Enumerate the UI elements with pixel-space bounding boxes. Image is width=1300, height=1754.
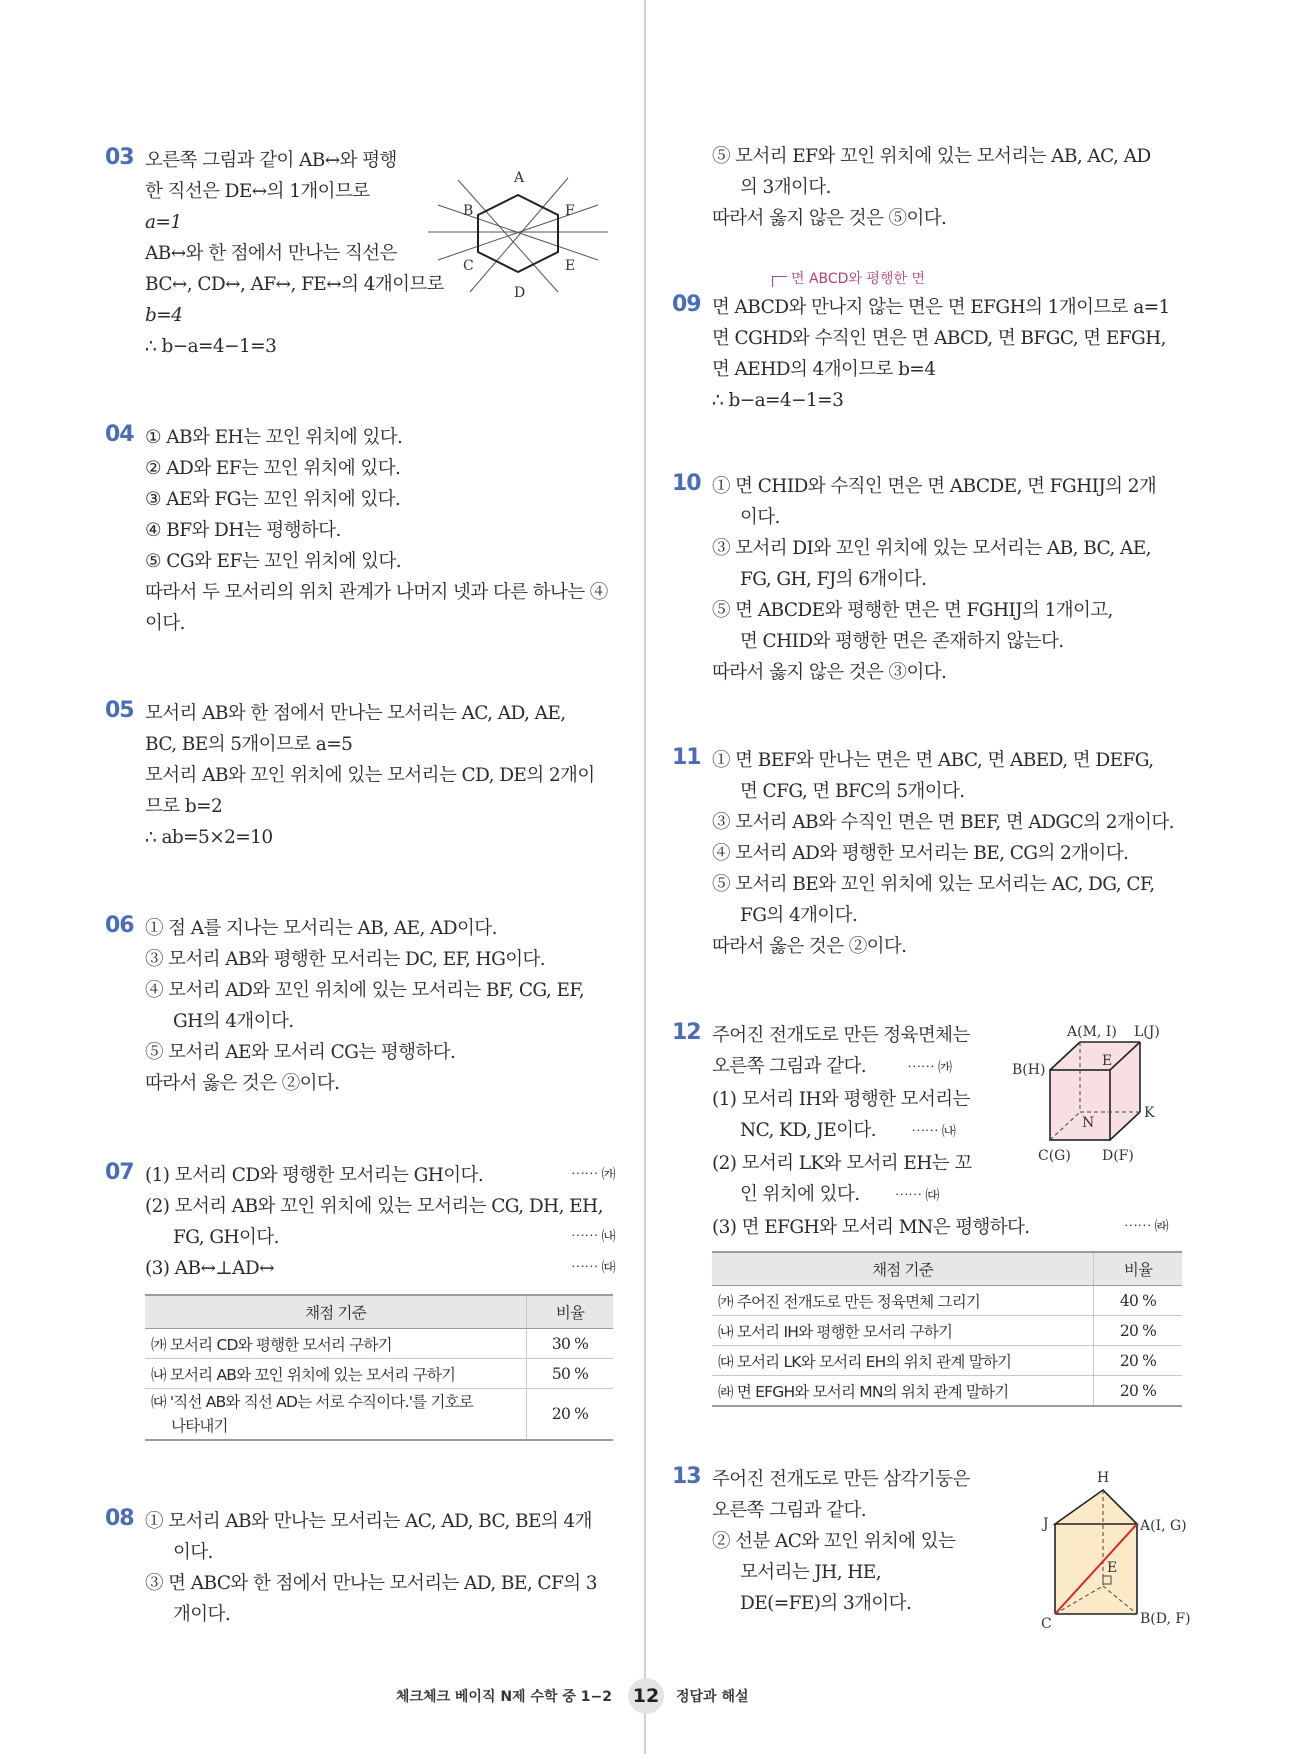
line-text: (1) 모서리 CD와 평행한 모서리는 GH이다. — [145, 1165, 484, 1186]
text-line — [145, 1253, 615, 1284]
problem-07 — [105, 1160, 615, 1441]
problem-number: 13 — [672, 1464, 701, 1489]
text-line: 이다. — [740, 507, 780, 528]
table-cell: 20 % — [1094, 1376, 1183, 1407]
label-h: H — [1097, 1470, 1110, 1486]
text-line: 면 ABCD와 만나지 않는 면은 면 EFGH의 1개이므로 a=1 — [712, 297, 1170, 318]
step-marker: ⋯⋯ ㈐ — [894, 1188, 939, 1204]
problem-05 — [105, 698, 625, 853]
text-line: ⑤ 모서리 BE와 꼬인 위치에 있는 모서리는 AC, DG, CF, — [712, 874, 1155, 895]
problem-04 — [105, 422, 625, 639]
text-line: ③ 모서리 AB와 평행한 모서리는 DC, EF, HG이다. — [145, 949, 546, 970]
text-line: ① 면 BEF와 만나는 면은 면 ABC, 면 ABED, 면 DEFG, — [712, 750, 1154, 771]
label-E: E — [565, 258, 576, 274]
label-bdf: B(D, F) — [1140, 1611, 1191, 1627]
text-line: 면 CGHD와 수직인 면은 면 ABCD, 면 BFGC, 면 EFGH, — [712, 328, 1166, 349]
problem-08 — [105, 1506, 625, 1630]
line-text: (3) AB↔⊥AD↔ — [145, 1258, 275, 1279]
table-header: 채점 기준 — [145, 1295, 527, 1329]
text-line — [145, 1160, 615, 1191]
table-cell: ㈏ 모서리 AB와 꼬인 위치에 있는 모서리 구하기 — [145, 1359, 527, 1389]
text-line: DE(=FE)의 3개이다. — [740, 1593, 912, 1614]
problem-number: 12 — [672, 1020, 701, 1045]
text-line: b=4 — [145, 305, 183, 326]
table-cell: 20 % — [527, 1389, 614, 1441]
text-line: (2) 모서리 LK와 모서리 EH는 꼬 — [712, 1153, 972, 1174]
section-title: 정답과 해설 — [676, 1689, 749, 1705]
cube-figure — [1010, 1022, 1210, 1172]
annotation-text: 면 ABCD와 평행한 면 — [791, 271, 925, 287]
problem-number: 05 — [105, 698, 134, 723]
table-cell: ㈎ 주어진 전개도로 만든 정육면체 그리기 — [712, 1286, 1094, 1316]
text-line: 면 AEHD의 4개이므로 b=4 — [712, 359, 936, 380]
page-number: 12 — [628, 1678, 664, 1714]
text-line: ① 모서리 AB와 만나는 모서리는 AC, AD, BC, BE의 4개 — [145, 1511, 592, 1532]
problem-number: 04 — [105, 422, 134, 447]
problem-number: 10 — [672, 471, 701, 496]
text-line: FG의 4개이다. — [740, 905, 858, 926]
text-line: 오른쪽 그림과 같이 AB↔와 평행 — [145, 150, 397, 171]
table-cell: ㈐ 모서리 LK와 모서리 EH의 위치 관계 말하기 — [712, 1346, 1094, 1376]
text-line: GH의 4개이다. — [173, 1011, 294, 1032]
table-cell: ㈑ 면 EFGH와 모서리 MN의 위치 관계 말하기 — [712, 1376, 1094, 1407]
cell-line: 나타내기 — [171, 1417, 228, 1435]
text-line: ③ 모서리 DI와 꼬인 위치에 있는 모서리는 AB, BC, AE, — [712, 538, 1151, 559]
problem-06 — [105, 913, 625, 1099]
table-cell — [145, 1389, 527, 1441]
label-k: K — [1144, 1105, 1155, 1121]
problem-11 — [672, 745, 1252, 962]
label-A: A — [514, 170, 525, 186]
text-line: ② 선분 AC와 꼬인 위치에 있는 — [712, 1531, 956, 1552]
problem-number: 09 — [672, 292, 701, 317]
text-line: BC↔, CD↔, AF↔, FE↔의 4개이므로 — [145, 274, 444, 295]
problem-number: 07 — [105, 1160, 134, 1185]
text-line: 한 직선은 DE↔의 1개이므로 — [145, 181, 370, 202]
text-line: ⑤ CG와 EF는 꼬인 위치에 있다. — [145, 551, 401, 572]
table-header: 비율 — [527, 1295, 614, 1329]
step-marker: ⋯⋯ ㈐ — [570, 1260, 615, 1276]
problem-number: 03 — [105, 145, 134, 170]
text-line: 므로 b=2 — [145, 796, 223, 817]
problem-09 — [672, 268, 1252, 411]
problem-number: 06 — [105, 913, 134, 938]
text-line: 따라서 옳지 않은 것은 ⑤이다. — [712, 208, 947, 229]
problem-number: 08 — [105, 1506, 134, 1531]
text-line: 모서리는 JH, HE, — [740, 1562, 881, 1583]
table-row — [712, 1286, 1182, 1316]
label-B: B — [463, 203, 474, 219]
text-line: ③ 모서리 AB와 수직인 면은 면 BEF, 면 ADGC의 2개이다. — [712, 812, 1174, 833]
table-cell: ㈏ 모서리 IH와 평행한 모서리 구하기 — [712, 1316, 1094, 1346]
table-row — [712, 1376, 1182, 1407]
text-line: 의 3개이다. — [740, 177, 831, 198]
text-line: ∴ b−a=4−1=3 — [712, 390, 844, 411]
text-line: 이다. — [173, 1542, 213, 1563]
text-line: ① 면 CHID와 수직인 면은 면 ABCDE, 면 FGHIJ의 2개 — [712, 476, 1157, 497]
text-line: (1) 모서리 IH와 평행한 모서리는 — [712, 1089, 970, 1110]
label-F: F — [565, 203, 575, 219]
text-line: 따라서 두 모서리의 위치 관계가 나머지 넷과 다른 하나는 ④ — [145, 582, 608, 603]
text-line: FG, GH, FJ의 6개이다. — [740, 569, 927, 590]
step-marker: ⋯⋯ ㈎ — [907, 1060, 952, 1076]
text-line: 개이다. — [173, 1604, 231, 1625]
book-title: 체크체크 베이직 N제 수학 중 1−2 — [395, 1689, 612, 1705]
text-line: 주어진 전개도로 만든 삼각기둥은 — [712, 1469, 970, 1490]
text-line: 오른쪽 그림과 같다. — [712, 1500, 867, 1521]
label-e: E — [1107, 1560, 1118, 1576]
text-line: 따라서 옳은 것은 ②이다. — [145, 1073, 340, 1094]
line-text: 인 위치에 있다. — [740, 1184, 860, 1205]
text-line: ④ BF와 DH는 평행하다. — [145, 520, 341, 541]
scoring-table — [712, 1251, 1182, 1407]
problem-10 — [672, 471, 1252, 688]
text-line: a=1 — [145, 212, 182, 233]
line-text: NC, KD, JE이다. — [740, 1120, 876, 1141]
text-line: ① AB와 EH는 꼬인 위치에 있다. — [145, 427, 403, 448]
text-line: ⑤ 모서리 AE와 모서리 CG는 평행하다. — [145, 1042, 456, 1063]
table-row — [145, 1329, 613, 1359]
annotation — [772, 268, 925, 288]
text-line: ④ 모서리 AD와 평행한 모서리는 BE, CG의 2개이다. — [712, 843, 1129, 864]
table-row — [145, 1359, 613, 1389]
label-n: N — [1082, 1115, 1095, 1131]
label-lj: L(J) — [1134, 1024, 1160, 1040]
text-line: 모서리 AB와 한 점에서 만나는 모서리는 AC, AD, AE, — [145, 703, 566, 724]
label-e: E — [1102, 1053, 1113, 1069]
label-bh: B(H) — [1012, 1062, 1046, 1078]
table-header: 채점 기준 — [712, 1252, 1094, 1286]
step-marker: ⋯⋯ ㈏ — [911, 1124, 956, 1140]
step-marker: ⋯⋯ ㈑ — [1124, 1219, 1169, 1235]
text-line: ③ 면 ABC와 한 점에서 만나는 모서리는 AD, BE, CF의 3 — [145, 1573, 597, 1594]
label-C: C — [463, 258, 474, 274]
text-line — [145, 1222, 615, 1253]
text-line: ∴ ab=5×2=10 — [145, 827, 273, 848]
text-line: 면 CHID와 평행한 면은 존재하지 않는다. — [740, 631, 1064, 652]
arrow-icon — [772, 276, 787, 287]
text-line: 따라서 옳은 것은 ②이다. — [712, 936, 907, 957]
text-line: ∴ b−a=4−1=3 — [145, 336, 277, 357]
text-line: 따라서 옳지 않은 것은 ③이다. — [712, 662, 947, 683]
text-line: ⑤ 모서리 EF와 꼬인 위치에 있는 모서리는 AB, AC, AD — [712, 146, 1151, 167]
table-cell: 50 % — [527, 1359, 614, 1389]
hexagon-figure — [418, 160, 618, 310]
problem-13 — [672, 1464, 1012, 1619]
step-marker: ⋯⋯ ㈏ — [570, 1229, 615, 1245]
table-row — [712, 1346, 1182, 1376]
table-cell: 20 % — [1094, 1346, 1183, 1376]
text-line — [712, 1179, 1184, 1212]
text-line — [712, 1212, 1184, 1243]
label-aig: A(I, G) — [1140, 1518, 1187, 1534]
label-D: D — [514, 285, 526, 301]
table-row — [712, 1316, 1182, 1346]
problem-body — [672, 292, 1252, 416]
table-header: 비율 — [1094, 1252, 1183, 1286]
text-line: ③ AE와 FG는 꼬인 위치에 있다. — [145, 489, 401, 510]
text-line: ① 점 A를 지나는 모서리는 AB, AE, AD이다. — [145, 918, 497, 939]
problem-08-continued — [712, 141, 1252, 234]
column-divider — [644, 0, 646, 1754]
text-line: ④ 모서리 AD와 꼬인 위치에 있는 모서리는 BF, CG, EF, — [145, 980, 585, 1001]
scoring-table — [145, 1294, 613, 1441]
table-cell: 30 % — [527, 1329, 614, 1359]
table-row — [145, 1389, 613, 1441]
label-aml: A(M, I) — [1067, 1024, 1117, 1040]
prism-figure — [1015, 1466, 1195, 1631]
line-text: 오른쪽 그림과 같다. — [712, 1056, 867, 1077]
problem-number: 11 — [672, 745, 701, 770]
label-c: C — [1041, 1616, 1052, 1631]
line-text: (3) 면 EFGH와 모서리 MN은 평행하다. — [712, 1217, 1030, 1238]
text-line: AB↔와 한 점에서 만나는 직선은 — [145, 243, 397, 264]
text-line: ② AD와 EF는 꼬인 위치에 있다. — [145, 458, 401, 479]
text-line: 주어진 전개도로 만든 정육면체는 — [712, 1025, 970, 1046]
text-line: 모서리 AB와 꼬인 위치에 있는 모서리는 CD, DE의 2개이 — [145, 765, 595, 786]
table-cell: ㈎ 모서리 CD와 평행한 모서리 구하기 — [145, 1329, 527, 1359]
text-line: 면 CFG, 면 BFC의 5개이다. — [740, 781, 965, 802]
text-line: (2) 모서리 AB와 꼬인 위치에 있는 모서리는 CG, DH, EH, — [145, 1196, 603, 1217]
step-marker: ⋯⋯ ㈎ — [570, 1167, 615, 1183]
table-cell: 40 % — [1094, 1286, 1183, 1316]
label-j: J — [1043, 1516, 1049, 1532]
cell-line: ㈐ '직선 AB와 직선 AD는 서로 수직이다.'를 기호로 — [151, 1393, 473, 1411]
line-text: FG, GH이다. — [173, 1227, 279, 1248]
label-cg: C(G) — [1038, 1148, 1071, 1164]
table-cell: 20 % — [1094, 1316, 1183, 1346]
text-line: BC, BE의 5개이므로 a=5 — [145, 734, 353, 755]
label-df: D(F) — [1102, 1148, 1134, 1164]
text-line: ⑤ 면 ABCDE와 평행한 면은 면 FGHIJ의 1개이고, — [712, 600, 1113, 621]
text-line: 이다. — [145, 613, 185, 634]
